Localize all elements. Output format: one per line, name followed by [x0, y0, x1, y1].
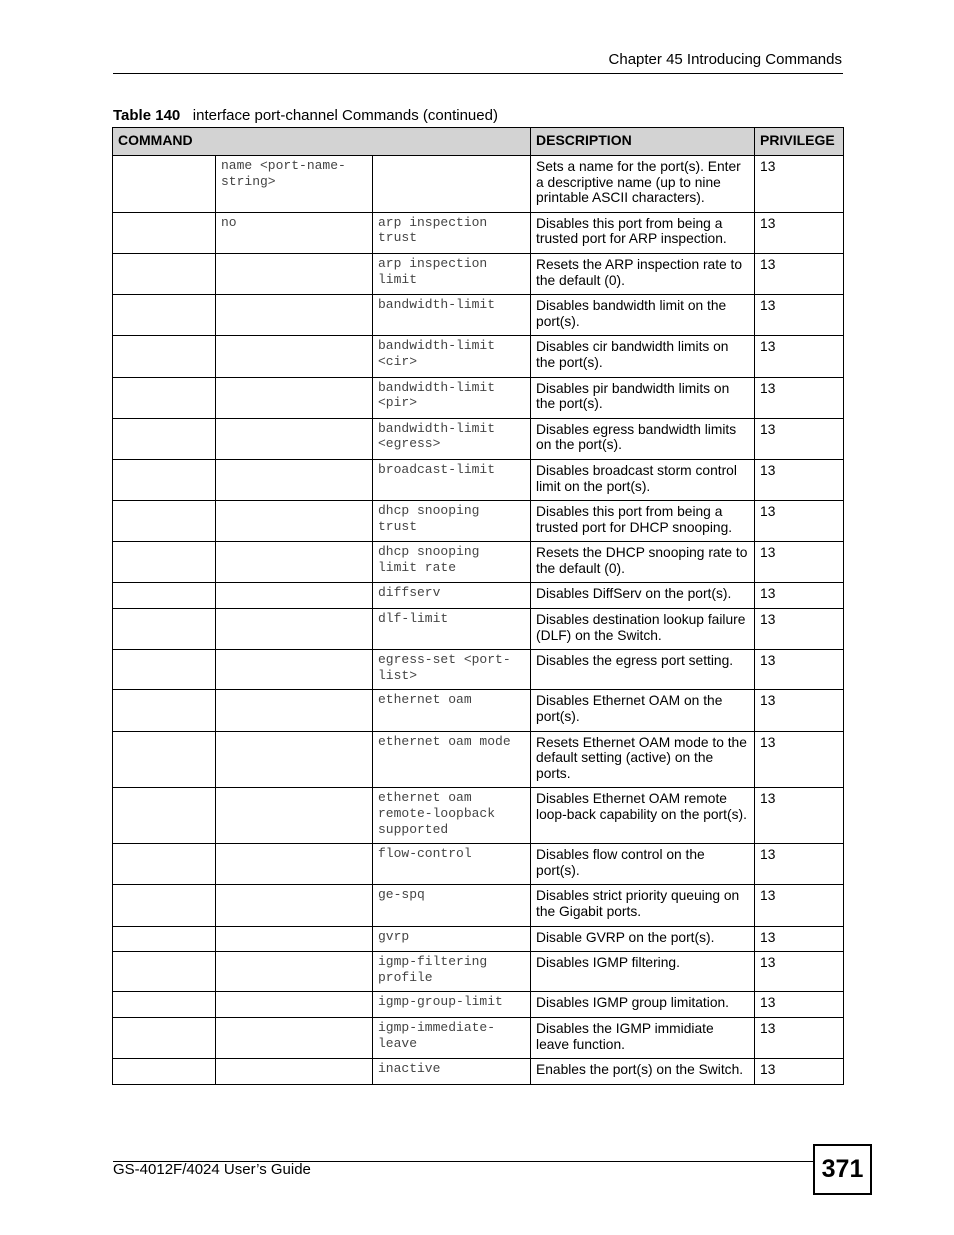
table-row — [113, 885, 844, 926]
table-row — [113, 336, 844, 377]
command-level-3: bandwidth-limit — [373, 295, 531, 336]
description-cell: Disables this port from being a trusted port for ARP inspection. — [531, 212, 755, 253]
command-level-2 — [216, 501, 373, 542]
table-row — [113, 156, 844, 213]
command-level-1 — [113, 253, 216, 294]
privilege-cell: 13 — [755, 844, 844, 885]
table-caption-label: Table 140 — [113, 107, 181, 124]
privilege-cell: 13 — [755, 1017, 844, 1058]
header-command: COMMAND — [113, 128, 531, 156]
command-level-3: ethernet oam mode — [373, 731, 531, 788]
command-level-3: igmp-group-limit — [373, 992, 531, 1018]
description-cell: Disables this port from being a trusted port for DHCP snooping. — [531, 501, 755, 542]
commands-table — [112, 127, 844, 1085]
description-cell: Disables flow control on the port(s). — [531, 844, 755, 885]
description-cell: Resets the DHCP snooping rate to the default (0). — [531, 542, 755, 583]
command-level-3: bandwidth-limit <pir> — [373, 377, 531, 418]
command-level-1 — [113, 690, 216, 731]
command-level-2 — [216, 952, 373, 992]
command-level-3: ge-spq — [373, 885, 531, 926]
command-level-3: ethernet oam — [373, 690, 531, 731]
command-level-2 — [216, 377, 373, 418]
table-header-row — [113, 128, 844, 156]
description-cell: Disables Ethernet OAM remote loop-back capability on the port(s). — [531, 788, 755, 844]
command-level-1 — [113, 501, 216, 542]
command-level-1 — [113, 885, 216, 926]
table-row — [113, 377, 844, 418]
privilege-cell: 13 — [755, 926, 844, 952]
table-caption — [113, 107, 498, 124]
table-row — [113, 609, 844, 650]
header-rule — [113, 73, 843, 74]
privilege-cell: 13 — [755, 609, 844, 650]
command-level-3: igmp-immediate-leave — [373, 1017, 531, 1058]
description-cell: Disables the IGMP immidiate leave function. — [531, 1017, 755, 1058]
description-cell: Resets Ethernet OAM mode to the default setting (active) on the ports. — [531, 731, 755, 788]
description-cell: Disables pir bandwidth limits on the port(s). — [531, 377, 755, 418]
table-row — [113, 788, 844, 844]
command-level-2 — [216, 1059, 373, 1085]
command-level-1 — [113, 844, 216, 885]
command-level-1 — [113, 583, 216, 609]
privilege-cell: 13 — [755, 952, 844, 992]
command-level-2 — [216, 844, 373, 885]
command-level-3: bandwidth-limit <egress> — [373, 418, 531, 459]
description-cell: Disables IGMP filtering. — [531, 952, 755, 992]
command-level-2 — [216, 336, 373, 377]
command-level-3: gvrp — [373, 926, 531, 952]
table-row — [113, 926, 844, 952]
description-cell: Disables DiffServ on the port(s). — [531, 583, 755, 609]
command-level-1 — [113, 212, 216, 253]
command-level-2: name <port-name-string> — [216, 156, 373, 213]
command-level-3: inactive — [373, 1059, 531, 1085]
command-level-2 — [216, 459, 373, 500]
privilege-cell: 13 — [755, 690, 844, 731]
privilege-cell: 13 — [755, 212, 844, 253]
command-level-3: arp inspection limit — [373, 253, 531, 294]
command-level-2 — [216, 788, 373, 844]
table-row — [113, 418, 844, 459]
command-level-1 — [113, 1017, 216, 1058]
table-row — [113, 253, 844, 294]
command-level-3: flow-control — [373, 844, 531, 885]
page-number: 371 — [813, 1144, 872, 1195]
command-level-3: egress-set <port-list> — [373, 650, 531, 690]
privilege-cell: 13 — [755, 253, 844, 294]
description-cell: Disables IGMP group limitation. — [531, 992, 755, 1018]
privilege-cell: 13 — [755, 788, 844, 844]
description-cell: Disables destination lookup failure (DLF) on the Switch. — [531, 609, 755, 650]
command-level-2 — [216, 650, 373, 690]
table-row — [113, 583, 844, 609]
table-row — [113, 952, 844, 992]
description-cell: Sets a name for the port(s). Enter a descriptive name (up to nine printable ASCII characters). — [531, 156, 755, 213]
command-level-2 — [216, 885, 373, 926]
chapter-title: Chapter 45 Introducing Commands — [608, 51, 842, 68]
privilege-cell: 13 — [755, 295, 844, 336]
table-row — [113, 1059, 844, 1085]
privilege-cell: 13 — [755, 992, 844, 1018]
privilege-cell: 13 — [755, 156, 844, 213]
command-level-2 — [216, 418, 373, 459]
privilege-cell: 13 — [755, 731, 844, 788]
command-level-1 — [113, 788, 216, 844]
table-row — [113, 844, 844, 885]
description-cell: Disables bandwidth limit on the port(s). — [531, 295, 755, 336]
table-row — [113, 295, 844, 336]
command-level-1 — [113, 459, 216, 500]
command-level-1 — [113, 295, 216, 336]
privilege-cell: 13 — [755, 885, 844, 926]
command-level-2 — [216, 583, 373, 609]
table-row — [113, 650, 844, 690]
privilege-cell: 13 — [755, 650, 844, 690]
table-row — [113, 501, 844, 542]
table-row — [113, 690, 844, 731]
command-level-1 — [113, 731, 216, 788]
header-description: DESCRIPTION — [531, 128, 755, 156]
privilege-cell: 13 — [755, 377, 844, 418]
command-level-3: broadcast-limit — [373, 459, 531, 500]
command-level-1 — [113, 952, 216, 992]
command-level-1 — [113, 418, 216, 459]
command-level-3: diffserv — [373, 583, 531, 609]
description-cell: Disables strict priority queuing on the Gigabit ports. — [531, 885, 755, 926]
description-cell: Disables the egress port setting. — [531, 650, 755, 690]
command-level-1 — [113, 609, 216, 650]
table-row — [113, 212, 844, 253]
header-privilege: PRIVILEGE — [755, 128, 844, 156]
privilege-cell: 13 — [755, 336, 844, 377]
privilege-cell: 13 — [755, 459, 844, 500]
table-row — [113, 992, 844, 1018]
table-row — [113, 542, 844, 583]
description-cell: Resets the ARP inspection rate to the default (0). — [531, 253, 755, 294]
command-level-2 — [216, 542, 373, 583]
command-level-2 — [216, 926, 373, 952]
command-level-2 — [216, 731, 373, 788]
privilege-cell: 13 — [755, 501, 844, 542]
privilege-cell: 13 — [755, 1059, 844, 1085]
table-caption-text: interface port-channel Commands (continued) — [192, 107, 498, 124]
command-level-3: dhcp snooping trust — [373, 501, 531, 542]
command-level-1 — [113, 156, 216, 213]
description-cell: Disables egress bandwidth limits on the port(s). — [531, 418, 755, 459]
command-level-1 — [113, 542, 216, 583]
command-level-2 — [216, 690, 373, 731]
command-level-3: ethernet oam remote-loopback supported — [373, 788, 531, 844]
command-level-3 — [373, 156, 531, 213]
command-level-2: no — [216, 212, 373, 253]
command-level-1 — [113, 650, 216, 690]
privilege-cell: 13 — [755, 542, 844, 583]
guide-title: GS-4012F/4024 User’s Guide — [113, 1161, 311, 1178]
privilege-cell: 13 — [755, 583, 844, 609]
description-cell: Disables cir bandwidth limits on the port(s). — [531, 336, 755, 377]
command-level-1 — [113, 377, 216, 418]
table-row — [113, 1017, 844, 1058]
command-level-1 — [113, 336, 216, 377]
description-cell: Disable GVRP on the port(s). — [531, 926, 755, 952]
description-cell: Enables the port(s) on the Switch. — [531, 1059, 755, 1085]
command-level-3: dlf-limit — [373, 609, 531, 650]
command-level-3: dhcp snooping limit rate — [373, 542, 531, 583]
command-level-3: igmp-filtering profile — [373, 952, 531, 992]
description-cell: Disables broadcast storm control limit on the port(s). — [531, 459, 755, 500]
command-level-1 — [113, 926, 216, 952]
command-level-2 — [216, 609, 373, 650]
command-level-2 — [216, 992, 373, 1018]
command-level-2 — [216, 295, 373, 336]
privilege-cell: 13 — [755, 418, 844, 459]
command-level-2 — [216, 253, 373, 294]
table-row — [113, 459, 844, 500]
command-level-2 — [216, 1017, 373, 1058]
command-level-1 — [113, 992, 216, 1018]
table-row — [113, 731, 844, 788]
description-cell: Disables Ethernet OAM on the port(s). — [531, 690, 755, 731]
command-level-1 — [113, 1059, 216, 1085]
command-level-3: arp inspection trust — [373, 212, 531, 253]
command-level-3: bandwidth-limit <cir> — [373, 336, 531, 377]
